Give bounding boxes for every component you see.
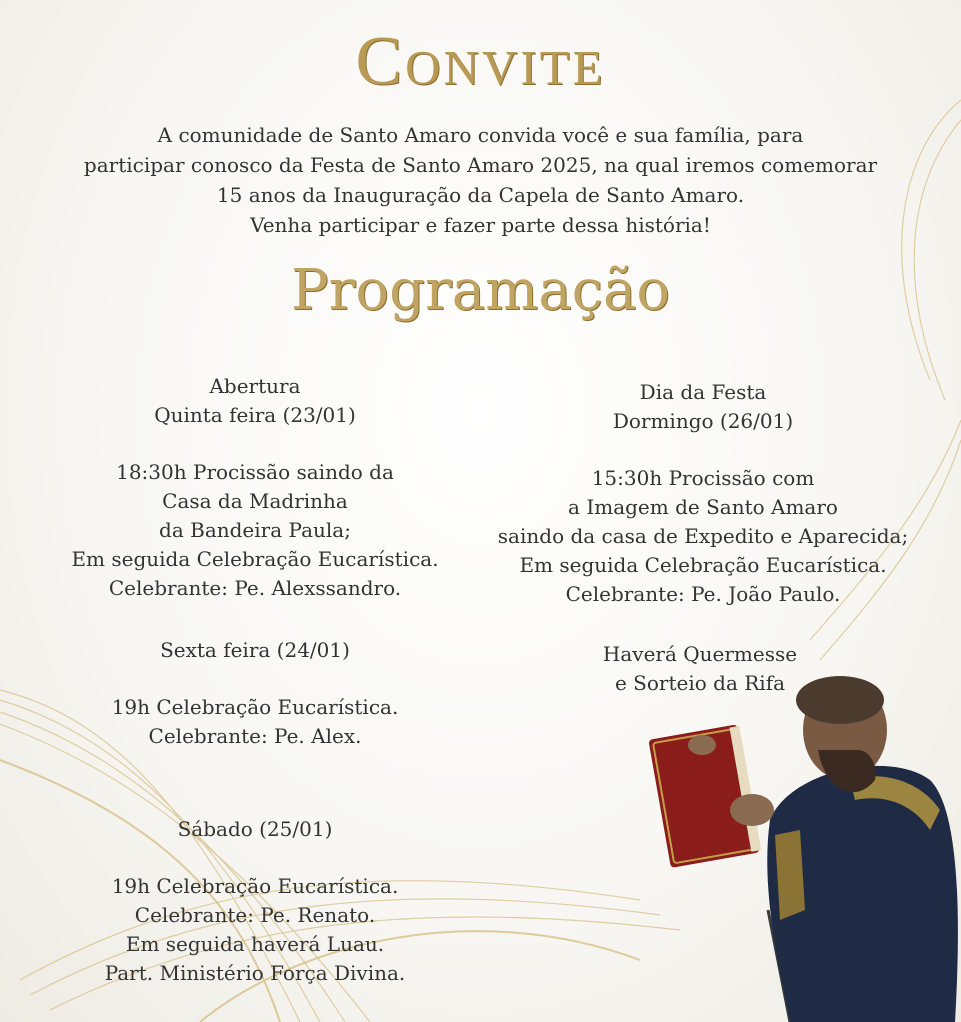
intro-line: Venha participar e fazer parte dessa história! bbox=[250, 213, 711, 237]
saturday-line: Part. Ministério Força Divina. bbox=[104, 961, 406, 985]
invitation-title: Convite bbox=[355, 23, 606, 100]
friday-date: Sexta feira (24/01) bbox=[160, 638, 350, 662]
extra-line: Haverá Quermesse bbox=[602, 642, 798, 666]
thursday-section bbox=[40, 372, 470, 603]
sunday-line: saindo da casa de Expedito e Aparecida; bbox=[497, 524, 909, 548]
thursday-date: Quinta feira (23/01) bbox=[154, 403, 356, 427]
saturday-date: Sábado (25/01) bbox=[177, 817, 333, 841]
thursday-line: Celebrante: Pe. Alexssandro. bbox=[108, 576, 402, 600]
sunday-label: Dia da Festa bbox=[639, 380, 767, 404]
sunday-line: 15:30h Procissão com bbox=[591, 466, 815, 490]
saturday-section bbox=[40, 815, 470, 988]
thursday-line: Casa da Madrinha bbox=[162, 489, 348, 513]
thursday-label: Abertura bbox=[209, 374, 301, 398]
thursday-line: da Bandeira Paula; bbox=[159, 518, 351, 542]
saint-statue-icon bbox=[640, 670, 961, 1022]
sunday-date: Dormingo (26/01) bbox=[612, 409, 794, 433]
friday-section bbox=[40, 636, 470, 751]
thursday-line: 18:30h Procissão saindo da bbox=[116, 460, 394, 484]
friday-line: Celebrante: Pe. Alex. bbox=[148, 724, 362, 748]
intro-line: A comunidade de Santo Amaro convida você e sua família, para bbox=[157, 123, 804, 147]
extra-line: e Sorteio da Rifa bbox=[614, 671, 786, 695]
saturday-line: Celebrante: Pe. Renato. bbox=[134, 903, 376, 927]
program-title: Programação bbox=[290, 258, 671, 323]
intro-line: participar conosco da Festa de Santo Amaro 2025, na qual iremos comemorar bbox=[83, 153, 878, 177]
intro-line: 15 anos da Inauguração da Capela de Santo Amaro. bbox=[216, 183, 745, 207]
sunday-line: Celebrante: Pe. João Paulo. bbox=[565, 582, 841, 606]
thursday-line: Em seguida Celebração Eucarística. bbox=[71, 547, 439, 571]
saturday-line: 19h Celebração Eucarística. bbox=[111, 874, 399, 898]
sunday-line: Em seguida Celebração Eucarística. bbox=[519, 553, 887, 577]
sunday-section bbox=[478, 378, 928, 609]
sunday-line: a Imagem de Santo Amaro bbox=[568, 495, 838, 519]
saturday-line: Em seguida haverá Luau. bbox=[125, 932, 385, 956]
intro-text bbox=[60, 120, 901, 240]
friday-line: 19h Celebração Eucarística. bbox=[111, 695, 399, 719]
